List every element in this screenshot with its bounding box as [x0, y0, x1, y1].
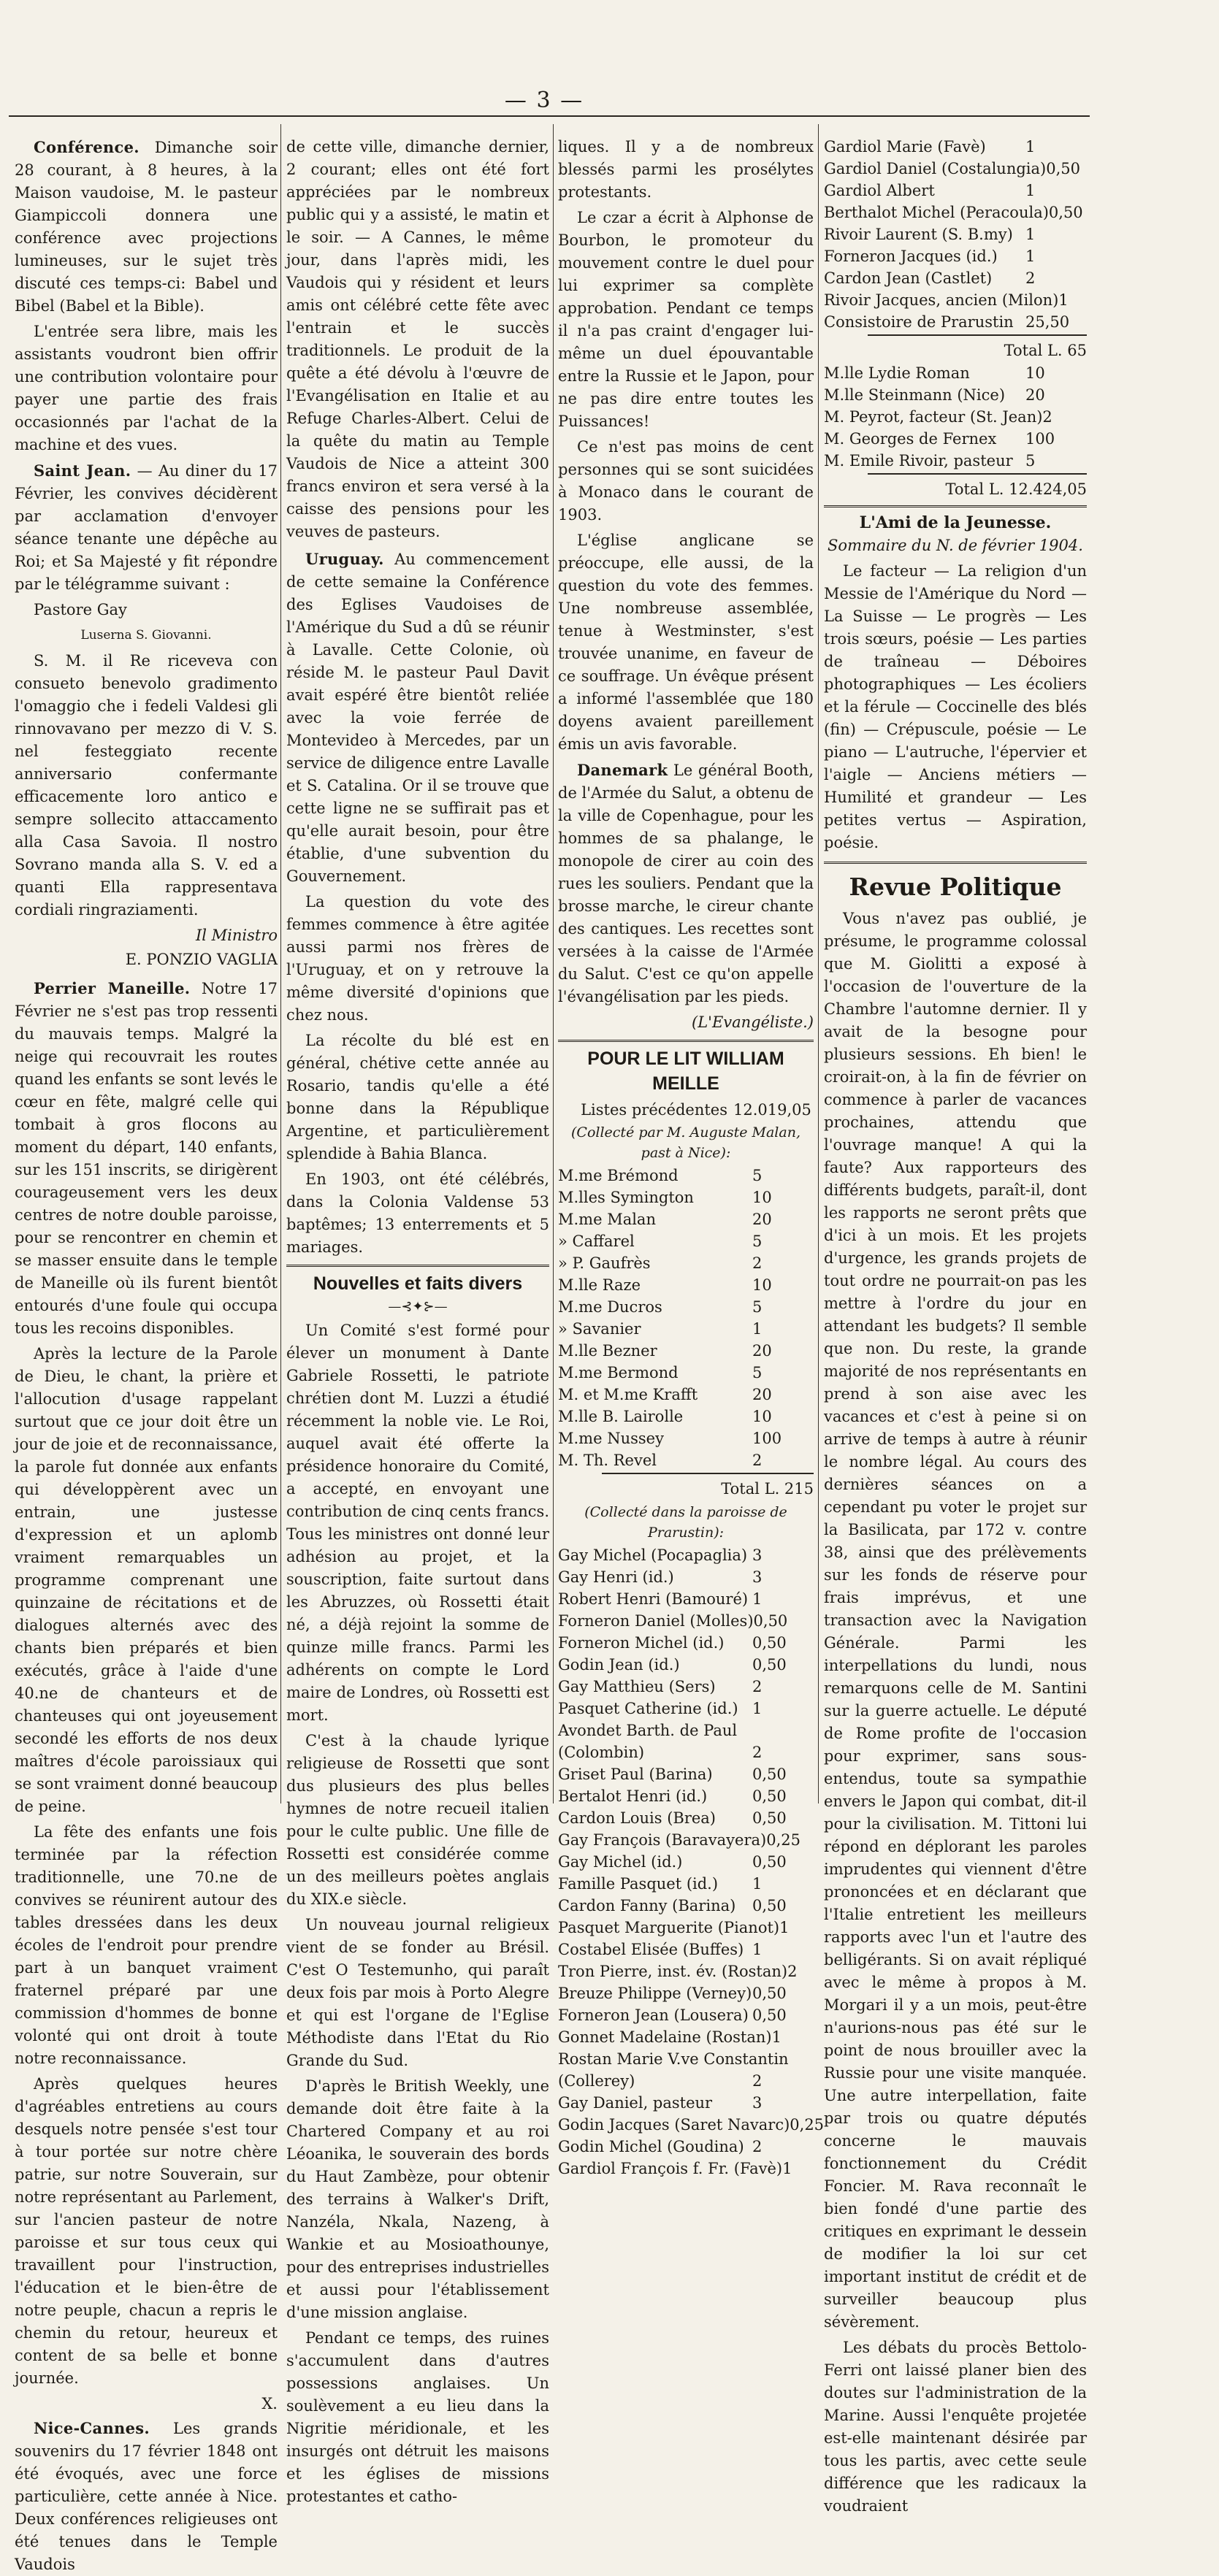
- donation-amount: 20: [752, 1386, 772, 1403]
- donation-row: [824, 406, 1087, 428]
- article-text: Notre 17 Février ne s'est pas trop ressenti du mauvais temps. Malgré la neige qui recouvrait les routes quand les enfants se sont levés le cœur en fête, malgré celle qui tombait à gros flocons au moment du départ, 140 enfants, sur les 151 inscrits, se dirigèrent courageusement vers les deux centres de notre double paroisse, pour se rencontrer en chemin et se masser ensuite dans le temple de Maneille où ils furent bientôt entourés d'une foule qui occupa tous les recoins disponibles.: [15, 980, 278, 1337]
- donation-amount: 1: [752, 1590, 763, 1608]
- article-lead: Saint Jean.: [34, 461, 131, 480]
- donor-name: M.me Malan: [558, 1211, 656, 1228]
- donation-amount: 0,50: [752, 1656, 787, 1674]
- previous-lists-row: [558, 1099, 814, 1121]
- donation-amount: 10: [1025, 364, 1045, 382]
- column-divider: [553, 124, 554, 1803]
- section-heading-nouvelles: Nouvelles et faits divers: [286, 1265, 549, 1299]
- donation-amount: 0,50: [753, 1612, 788, 1630]
- donor-name: Famille Pasquet (id.): [558, 1875, 719, 1893]
- donation-amount: 0,50: [752, 2006, 787, 2024]
- ami-jeunesse-heading: L'Ami de la Jeunesse.: [824, 505, 1087, 534]
- ornament: —⊰✦⊱—: [388, 1299, 448, 1314]
- donation-amount: 0,50: [1048, 204, 1083, 221]
- article-text: C'est à la chaude lyrique religieuse de Rossetti que sont dus plusieurs des plus belles hymnes de notre recueil italien pour le culte public. Une fille de Rossetti est considérée comme un des meilleurs poètes anglais du XIX.e siècle.: [286, 1732, 549, 1908]
- donor-name: Cardon Louis (Brea): [558, 1809, 716, 1827]
- donor-name: Gay Daniel, pasteur: [558, 2094, 713, 2112]
- donation-amount: 1: [1025, 182, 1036, 199]
- donation-amount: 20: [752, 1211, 772, 1228]
- telegram-signature-title: Il Ministro: [195, 927, 278, 944]
- article-text: La récolte du blé est en général, chétive cette année au Rosario, tandis qu'elle a été bonne dans la République Argentine, et particulièrement splendide à Bahia Blanca.: [286, 1032, 549, 1162]
- donation-row: [824, 180, 1087, 202]
- donation-amount: 100: [752, 1430, 782, 1447]
- donation-amount: 2: [1025, 269, 1036, 287]
- donor-name: Gay Michel (Pocapaglia): [558, 1546, 748, 1564]
- donation-row: [558, 1829, 814, 1851]
- donor-name: Forneron Jean (Lousera): [558, 2006, 749, 2024]
- header-rule: [9, 115, 1090, 117]
- donation-amount: 2: [752, 1678, 763, 1695]
- donation-row: [558, 1610, 814, 1632]
- donor-name: (Colombin): [558, 1744, 645, 1761]
- donation-row: [824, 223, 1087, 245]
- donation-row: [558, 2114, 825, 2136]
- donation-row: [558, 1917, 814, 1939]
- grand-total: Total L. 12.424,05: [945, 480, 1087, 498]
- donation-amount: 1: [752, 1700, 763, 1717]
- donation-row: [558, 1318, 814, 1340]
- article-lead: Uruguay.: [305, 550, 384, 568]
- donor-name: Pasquet Marguerite (Pianot): [558, 1919, 780, 1936]
- donor-name: Griset Paul (Barina): [558, 1766, 713, 1783]
- donation-amount: 0,50: [752, 1787, 787, 1805]
- telegram-recipient: Pastore Gay: [34, 601, 127, 618]
- donation-amount: 5: [1025, 452, 1036, 469]
- article-text: En 1903, ont été célébrés, dans la Colonia Valdense 53 baptêmes; 13 enterrements et 5 mariages.: [286, 1170, 549, 1256]
- donor-name: M. Emile Rivoir, pasteur: [824, 452, 1013, 469]
- list-note: (Collecté par M. Auguste Malan, past à Nice):: [571, 1124, 800, 1161]
- donor-name: Bertalot Henri (id.): [558, 1787, 708, 1805]
- article-text: D'après le British Weekly, une demande doit être faite à la Chartered Company et au roi Léoanika, le souverain des bords du Haut Zambèze, pour obtenir des terrains à Walker's Drift, Nanzéla, Nkala, Nazeng, à Wankie et au Mosioathounye, pour des entreprises industrielles et aussi pour l'établissement d'une mission anglaise.: [286, 2077, 549, 2321]
- article-text: La fête des enfants une fois terminée par la réfection traditionnelle, une 70.ne de convives se réunirent autour des tables dressées dans les deux écoles de l'endroit pour prendre part à un banquet vraiment fraternel préparé par une commission d'hommes de bonne volonté qui ont droit à toute notre reconnaissance.: [15, 1823, 278, 2067]
- article-text: Pendant ce temps, des ruines s'accumulent dans d'autres possessions anglaises. Un soulèvement a eu lieu dans la Nigritie méridionale, et les insurgés ont détruit les maisons et les églises de missions protestantes et catho-: [286, 2329, 549, 2505]
- donor-name: Gay Michel (id.): [558, 1853, 683, 1871]
- donation-amount: 20: [752, 1342, 772, 1360]
- donation-amount: 1: [782, 2160, 792, 2177]
- row-name: Listes précédentes: [581, 1101, 727, 1119]
- donation-row: [558, 1449, 814, 1471]
- donor-name: M. Peyrot, facteur (St. Jean): [824, 408, 1043, 426]
- ami-jeunesse-summary: Le facteur — La religion d'un Messie de l'Amérique du Nord — La Suisse — Le progrès — Les trois sœurs, poésie — Les parties de traîneau — Déboires photographiques — Les écoliers et la férule — Coccinelle des blés (fin) — Crépuscule, poésie — Le piano — L'autruche, l'épervier et l'aigle — Anciens métiers — Humilité et grandeur — Les petites vertus — Aspiration, poésie.: [824, 562, 1087, 851]
- donor-name: Robert Henri (Bamouré): [558, 1590, 749, 1608]
- article-text: Un nouveau journal religieux vient de se fonder au Brésil. C'est O Testemunho, qui paraît deux fois par mois à Porto Alegre et qui est l'organe de l'Eglise Méthodiste dans l'Etat du Rio Grande du Sud.: [286, 1916, 549, 2069]
- donor-name: M.me Bermond: [558, 1364, 679, 1381]
- column-1: [15, 136, 278, 2573]
- donation-amount: 0,25: [790, 2116, 825, 2134]
- donation-row: [558, 1851, 814, 1873]
- donation-amount: [789, 2048, 814, 2070]
- article-lead: Nice-Cannes.: [34, 2419, 150, 2437]
- donation-row: [558, 1340, 814, 1362]
- telegram-signature-name: E. PONZIO VAGLIA: [125, 951, 278, 968]
- donation-amount: 0,50: [752, 1985, 787, 2002]
- donation-row: [558, 1763, 814, 1785]
- donor-name: Godin Michel (Goudina): [558, 2138, 744, 2155]
- donation-row: [824, 384, 1087, 406]
- donor-name: Gardiol Marie (Favè): [824, 138, 986, 156]
- donor-name: » Caffarel: [558, 1233, 635, 1250]
- donation-row: [558, 1588, 814, 1610]
- article-text: de cette ville, dimanche dernier, 2 courant; elles ont été fort appréciées par le nombreux public qui y a assisté, le matin et le soir. — A Cannes, le même jour, dans l'après midi, les Vaudois qui y résident et leurs amis ont célébré cette fête avec l'entrain et le succès traditionnels. Le produit de la quête a été dévolu à l'œuvre de l'Evangélisation en Italie et au Refuge Charles-Albert. Celui de la quête du matin au Temple Vaudois de Nice a atteint 300 francs environ et sera versé à la caisse des pensions pour les veuves de pasteurs.: [286, 138, 549, 540]
- article-text: Après quelques heures d'agréables entretiens au cours desquels notre pensée s'est tour à tour portée sur notre chère patrie, sur notre Souverain, sur notre représentant au Parlement, sur l'ancien pasteur de notre paroisse et sur tous ceux qui travaillent pour l'instruction, l'éducation et le bien-être de notre peuple, chacun a repris le chemin du retour, heureux et content de sa belle et bonne journée.: [15, 2075, 278, 2387]
- telegram-text: S. M. il Re riceveva con consueto benevolo gradimento l'omaggio che i fedeli Valdesi gli rinnovavano per mezzo di V. S. nel festeggiato recente anniversario confermante efficacemente loro antico e sempre sollecito attaccamento alla Casa Savoia. Il nostro Sovrano manda alla S. V. ed a quanti Ella rappresentava cordiali ringraziamenti.: [15, 652, 278, 919]
- donor-name: Gardiol Daniel (Costalungia): [824, 160, 1047, 177]
- donor-name: Godin Jacques (Saret Navarc): [558, 2116, 790, 2134]
- donor-name: Consistoire de Prarustin: [824, 313, 1014, 331]
- donation-amount: 2: [752, 2138, 763, 2155]
- donor-name: (Collerey): [558, 2072, 635, 2090]
- donation-amount: 1: [1025, 226, 1036, 243]
- donation-row: [824, 267, 1087, 289]
- donation-row: [558, 2158, 814, 2180]
- column-divider: [818, 124, 819, 1803]
- donation-amount: 100: [1025, 430, 1055, 448]
- donation-amount: 2: [752, 1452, 763, 1469]
- donor-name: » Savanier: [558, 1320, 641, 1338]
- donor-name: M. Th. Revel: [558, 1452, 657, 1469]
- donation-row: [558, 1252, 814, 1274]
- donation-row: [558, 1698, 814, 1720]
- article-text: Les grands souvenirs du 17 février 1848 ont été évoqués, avec une force particulière, cette année à Nice. Deux conférences religieuses ont été tenues dans le Temple Vaudois: [15, 2420, 278, 2573]
- donation-amount: [752, 1720, 814, 1741]
- donor-name: Forneron Jacques (id.): [824, 248, 998, 265]
- donation-amount: 2: [752, 1744, 763, 1761]
- article-perrier: [15, 977, 278, 1340]
- total-rule: [868, 334, 1087, 336]
- donation-amount: 0,50: [752, 1897, 787, 1914]
- donation-amount: 1: [752, 1875, 763, 1893]
- donation-row: [558, 1982, 814, 2004]
- article-text: Le général Booth, de l'Armée du Salut, a obtenu de la ville de Copenhague, pour les hommes de sa phalange, le monopole de cirer au coin des rues les souliers. Pendant que la brosse marche, le cireur chante des cantiques. Les recettes sont versées à la caisse de l'Armée du Salut. C'est ce qu'on appelle l'évangélisation par les pieds.: [558, 762, 814, 1005]
- donation-row: [824, 428, 1087, 450]
- article-text: Dimanche soir 28 courant, à 8 heures, à la Maison vaudoise, M. le pasteur Giampiccoli donnera une conférence avec projections lumineuses, sur le sujet très discuté ces temps-ci: Babel und Bibel (Babel et la Bible).: [15, 139, 278, 315]
- donation-amount: 0,50: [752, 1853, 787, 1871]
- donation-list-more: [824, 362, 1087, 472]
- donation-list-prarustin: [558, 1544, 825, 2180]
- donor-name: Tron Pierre, inst. év. (Rostan): [558, 1963, 788, 1980]
- donation-row: [558, 2070, 814, 2092]
- donation-row: [558, 1720, 814, 1741]
- donor-name: M.lle Raze: [558, 1276, 641, 1294]
- column-4: [824, 136, 1087, 2515]
- donor-name: Costabel Elisée (Buffes): [558, 1941, 744, 1958]
- article-text: — Au diner du 17 Février, les convives décidèrent par acclamation d'envoyer séance tenante une dépêche au Roi; et Sa Majesté y fit répondre par le télégramme suivant :: [15, 462, 278, 593]
- donation-row: [558, 1566, 814, 1588]
- list-total: Total L. 65: [1004, 342, 1087, 359]
- article-lead: Perrier Maneille.: [34, 979, 191, 997]
- donation-row: [824, 311, 1087, 333]
- donation-amount: 10: [752, 1276, 772, 1294]
- donation-amount: 3: [752, 1546, 763, 1564]
- donation-row: [558, 1406, 814, 1427]
- article-danemark: [558, 759, 814, 1008]
- donation-amount: 10: [752, 1189, 772, 1206]
- donation-amount: 5: [752, 1167, 763, 1184]
- article-text: Après la lecture de la Parole de Dieu, le chant, la prière et l'allocution d'usage rappelant surtout que ce jour doit être un jour de joie et de reconnaissance, la parole fut donnée aux enfants qui développèrent avec un entrain, une justesse d'expression et un aplomb vraiment remarquables un programme comprenant une quinzaine de récitations et de dialogues alternés avec des chants bien préparés et bien exécutés, grâce à l'aide d'une 40.ne de chanteurs et de chanteuses qui ont joyeusement secondé les efforts de nos deux maîtres d'école paroissiaux qui se sont vraiment donné beaucoup de peine.: [15, 1345, 278, 1815]
- donor-name: Gay François (Baravayera): [558, 1831, 767, 1849]
- donation-row: [558, 2048, 814, 2070]
- donation-amount: 2: [752, 2072, 763, 2090]
- article-text: L'entrée sera libre, mais les assistants voudront bien offrir une contribution volontaire pour payer une partie des frais occasionnés par l'achat de la machine et des vues.: [15, 323, 278, 453]
- column-3: [558, 136, 825, 2177]
- donation-amount: 3: [752, 2094, 763, 2112]
- article-lead: Conférence.: [34, 138, 140, 156]
- donation-row: [558, 1895, 814, 1917]
- donation-row: [824, 450, 1087, 472]
- donor-name: Gardiol Albert: [824, 182, 935, 199]
- donation-row: [558, 1960, 814, 1982]
- donor-name: M.lle Bezner: [558, 1342, 657, 1360]
- donation-amount: 2: [1042, 408, 1052, 426]
- donation-row: [558, 1785, 814, 1807]
- donation-row: [558, 2004, 814, 2026]
- donation-row: [558, 1362, 814, 1384]
- donation-amount: 1: [752, 1941, 763, 1958]
- donation-amount: 0,50: [752, 1634, 787, 1652]
- donation-amount: 2: [752, 1254, 763, 1272]
- article-text: L'église anglicane se préoccupe, elle aussi, de la question du vote des femmes. Une nombreuse assemblée, tenue à Westminster, s'est trouvée unanime, en faveur de ce souffrage. Un évêque présent a informé l'assemblée que 180 doyens avaient pareillement émis un avis favorable.: [558, 532, 814, 753]
- donor-name: Cardon Fanny (Barina): [558, 1897, 736, 1914]
- donation-amount: 1: [779, 1919, 790, 1936]
- article-text: Ce n'est pas moins de cent personnes qui se sont suicidées à Monaco dans le courant de 1903.: [558, 438, 814, 524]
- column-divider: [280, 124, 281, 1803]
- donor-name: M.lles Symington: [558, 1189, 694, 1206]
- donor-name: Rivoir Laurent (S. B.my): [824, 226, 1013, 243]
- donation-amount: 2: [787, 1963, 798, 1980]
- donation-row: [824, 158, 1087, 180]
- page-number: — 3 —: [504, 88, 584, 113]
- donation-row: [558, 1427, 814, 1449]
- row-amount: 12.019,05: [733, 1101, 811, 1119]
- donation-row: [558, 2092, 814, 2114]
- article-text: Vous n'avez pas oublié, je présume, le programme colossal que M. Giolitti a exposé à l'occasion de l'ouverture de la Chambre l'automne dernier. Il y avait de la besogne pour plusieurs sessions. Eh bien! le croirait-on, à la fin de février on commence à parler de vacances prochaines, attendu que l'ouvrage manque! A qui la faute? Aux rapporteurs des différents budgets, paraît-il, dont les rapports ne seront prêts que d'ici à un mois. Et les projets d'urgence, les grands projets de tout ordre ne pourrait-on pas les mettre à l'ordre du jour en attendant les budgets? Il semble que non. Du reste, la grande majorité de nos représentants en prend à son aise avec les vacances et c'est à peine si on arrive de temps à autre à réunir le nombre légal. Au cours des dernières séances on a cependant pu voter le projet sur la Basilicata, par 172 v. contre 38, ainsi que des prélèvements sur les fonds de réserve pour frais imprévus, et une transaction avec la Navigation Générale. Parmi les interpellations du lundi, nous remarquons celle de M. Santini sur la guerre actuelle. Le député de Rome profite de l'occasion pour exprimer, sans sous-entendus, toute sa sympathie envers le Japon qui combat, dit-il pour la civilisation. M. Tittoni lui répond en déplorant les paroles imprudentes qui viennent d'être prononcées et en déclarant que l'Italie entretient les meilleurs rapports avec l'un et l'autre des belligérants. Si on avait répliqué avec le même à propos à M. Morgari il y a un mois, peut-être n'aurions-nous pas été sur le point de nous brouiller avec la Russie pour une visite manquée. Une autre interpellation, faite par trois ou quatre députés concerne le mauvais fonctionnement du Crédit Foncier. M. Rava reconnaît le bien fondé d'une partie des critiques en exprimant le dessein de modifier la loi sur cet important institut de crédit et de surveiller beaucoup plus sévèrement.: [824, 910, 1087, 2331]
- donation-amount: 3: [752, 1568, 763, 1586]
- donation-amount: 10: [752, 1408, 772, 1425]
- article-signature: X.: [261, 2395, 278, 2412]
- donation-row: [558, 1939, 814, 1960]
- donation-amount: 0,50: [752, 1809, 787, 1827]
- article-text: Les débats du procès Bettolo-Ferri ont laissé planer bien des doutes sur l'administration de la Marine. Aussi l'enquête projetée est-elle maintenant désirée par tous les partis, avec cette seule différence que les radicaux la voudraient: [824, 2339, 1087, 2515]
- article-saint-jean: [15, 459, 278, 596]
- donor-name: M.me Nussey: [558, 1430, 664, 1447]
- donation-row: [558, 1873, 814, 1895]
- donation-row: [558, 1187, 814, 1208]
- article-nice-cannes: [15, 2417, 278, 2576]
- donor-name: Rivoir Jacques, ancien (Milon): [824, 291, 1059, 309]
- revue-politique-heading: Revue Politique: [824, 862, 1087, 908]
- total-rule: [602, 1473, 814, 1474]
- donation-amount: 1: [1058, 291, 1069, 309]
- article-conference: [15, 136, 278, 318]
- donation-row: [824, 289, 1087, 311]
- article-text: Au commencement de cette semaine la Conférence des Eglises Vaudoises de l'Amérique du Sud a dû se réunir à Lavalle. Cette Colonie, où réside M. le pasteur Paul Davit avait espéré être bientôt reliée avec la voie ferrée de Montevideo à Mercedes, par un service de diligence entre Lavalle et S. Catalina. Or il se trouve que cette ligne ne se suffirait pas et qu'elle aurait besoin, pour être établie, d'une subvention du Gouvernement.: [286, 551, 549, 885]
- donation-amount: 0,50: [1046, 160, 1080, 177]
- donor-name: Gay Henri (id.): [558, 1568, 674, 1586]
- donor-name: Gonnet Madelaine (Rostan): [558, 2028, 772, 2046]
- donation-amount: 1: [1025, 138, 1036, 156]
- donation-row: [824, 202, 1087, 223]
- donation-amount: 0,50: [752, 1766, 787, 1783]
- donation-amount: 1: [1025, 248, 1036, 265]
- donation-amount: 25,50: [1025, 313, 1070, 331]
- donation-row: [824, 245, 1087, 267]
- section-heading-lit-william-meille: POUR LE LIT WILLIAM MEILLE: [558, 1040, 814, 1099]
- article-text: La question du vote des femmes commence à être agitée aussi parmi nos frères de l'Uruguay, et on y retrouve la même diversité d'opinions que chez nous.: [286, 893, 549, 1024]
- donor-name: M.lle Lydie Roman: [824, 364, 970, 382]
- ami-jeunesse-subtitle: Sommaire du N. de février 1904.: [828, 537, 1083, 554]
- donation-row: [558, 1208, 814, 1230]
- article-text: Un Comité s'est formé pour élever un monument à Dante Gabriele Rossetti, le patriote chrétien dont M. Luzzi a étudié récemment la noble vie. Le Roi, auquel avait été offerte la présidence honoraire du Comité, a accepté, en envoyant une contribution de cinq cents francs. Tous les ministres ont donné leur adhésion au projet, et la souscription, faite surtout dans les Abruzzes, où Rossetti était né, a déjà rejoint la somme de quinze mille francs. Parmi les adhérents on compte le Lord maire de Londres, où Rossetti est mort.: [286, 1322, 549, 1724]
- donation-row: [558, 1165, 814, 1187]
- donor-name: M. et M.me Krafft: [558, 1386, 698, 1403]
- article-uruguay: [286, 548, 549, 888]
- total-rule: [868, 473, 1087, 475]
- donation-row: [558, 2136, 814, 2158]
- donor-name: Avondet Barth. de Paul: [558, 1722, 738, 1739]
- donor-name: M.me Ducros: [558, 1298, 662, 1316]
- donor-name: Gay Matthieu (Sers): [558, 1678, 716, 1695]
- column-2: [286, 136, 549, 2505]
- donation-row: [558, 1230, 814, 1252]
- donor-name: M.lle B. Lairolle: [558, 1408, 684, 1425]
- donation-row: [558, 1741, 814, 1763]
- donor-name: Forneron Michel (id.): [558, 1634, 725, 1652]
- donor-name: Forneron Daniel (Molles): [558, 1612, 754, 1630]
- donation-row: [558, 1384, 814, 1406]
- donation-row: [558, 1807, 814, 1829]
- donation-amount: 1: [771, 2028, 782, 2046]
- donation-row: [558, 1296, 814, 1318]
- list-note: (Collecté dans la paroisse de Prarustin):: [584, 1504, 787, 1541]
- list-total: Total L. 215: [721, 1480, 814, 1498]
- donation-amount: 0,25: [766, 1831, 800, 1849]
- donation-list-continued: [824, 136, 1087, 333]
- article-text: Le czar a écrit à Alphonse de Bourbon, le promoteur du mouvement contre le duel pour lui exprimer sa complète approbation. Pendant ce temps il n'a pas craint d'engager lui-même un duel épouvantable entre la Russie et le Japon, pour ne pas dire entre toutes les Puissances!: [558, 209, 814, 430]
- donation-list-nice: [558, 1165, 814, 1471]
- donor-name: Godin Jean (id.): [558, 1656, 680, 1674]
- donation-row: [558, 1544, 814, 1566]
- donor-name: M.me Brémond: [558, 1167, 679, 1184]
- donation-amount: 5: [752, 1298, 763, 1316]
- donation-row: [824, 136, 1087, 158]
- donor-name: Rostan Marie V.ve Constantin: [558, 2050, 789, 2068]
- donor-name: » P. Gaufrès: [558, 1254, 651, 1272]
- donation-amount: 20: [1025, 386, 1045, 404]
- donation-row: [558, 2026, 814, 2048]
- article-lead: Danemark: [577, 761, 668, 779]
- donation-row: [558, 1274, 814, 1296]
- telegram-place: Luserna S. Giovanni.: [80, 628, 212, 643]
- donor-name: Gardiol François f. Fr. (Favè): [558, 2160, 783, 2177]
- donation-row: [558, 1654, 814, 1676]
- donor-name: M.lle Steinmann (Nice): [824, 386, 1006, 404]
- donation-amount: 5: [752, 1364, 763, 1381]
- donation-row: [824, 362, 1087, 384]
- article-text: liques. Il y a de nombreux blessés parmi les prosélytes protestants.: [558, 138, 814, 201]
- article-source: (L'Evangéliste.): [692, 1013, 814, 1031]
- donation-row: [558, 1676, 814, 1698]
- donor-name: Pasquet Catherine (id.): [558, 1700, 738, 1717]
- donor-name: Cardon Jean (Castlet): [824, 269, 993, 287]
- donor-name: M. Georges de Fernex: [824, 430, 997, 448]
- donation-amount: 5: [752, 1233, 763, 1250]
- donor-name: Berthalot Michel (Peracoula): [824, 204, 1049, 221]
- donation-row: [558, 1632, 814, 1654]
- donation-amount: 1: [752, 1320, 763, 1338]
- donor-name: Breuze Philippe (Verney): [558, 1985, 752, 2002]
